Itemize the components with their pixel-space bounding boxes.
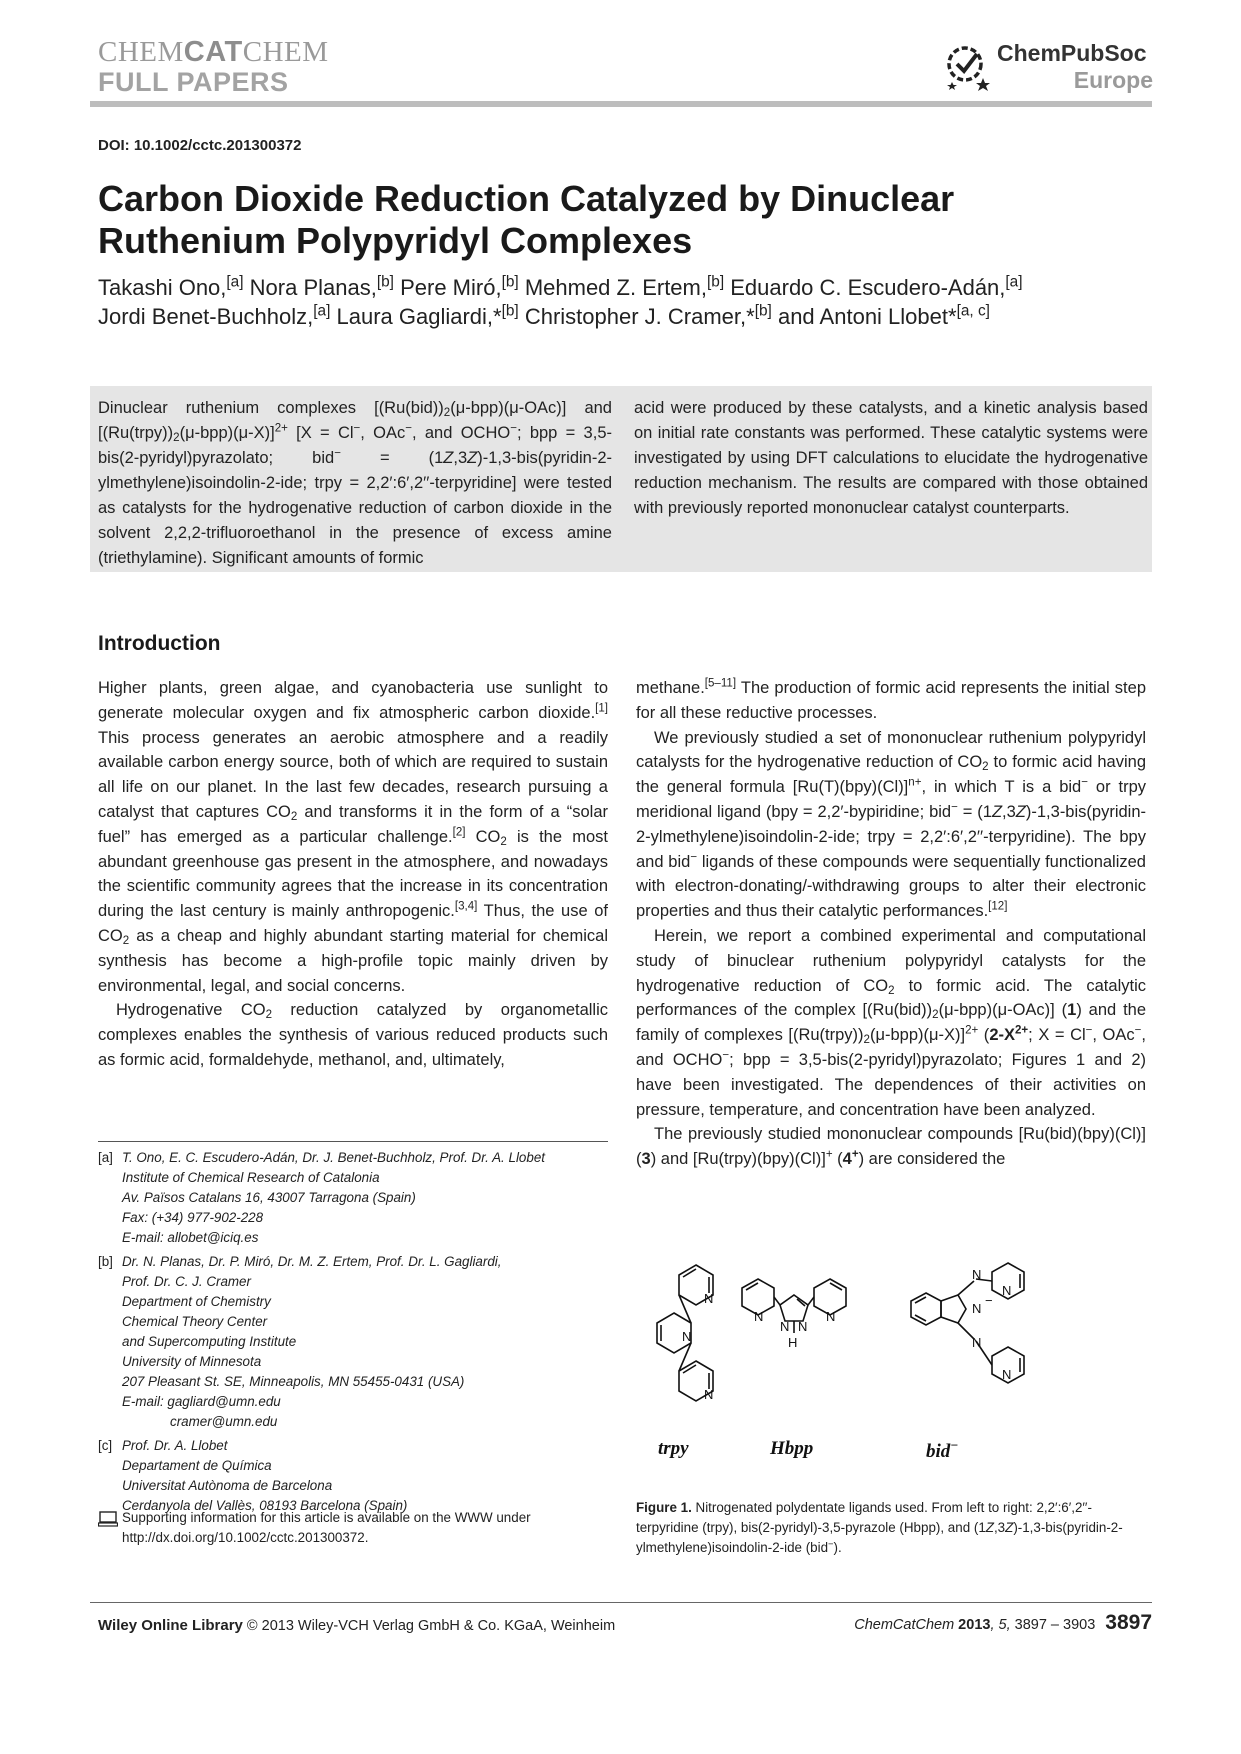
supporting-info-text[interactable]: Supporting information for this article is available on the WWW under http://dx.doi.org/10.1002/cctc.201300372. [122, 1510, 531, 1545]
atom-label: N [972, 1335, 982, 1350]
atom-label: N [704, 1291, 714, 1306]
affiliation-c: [c] Prof. Dr. A. Llobet Departament de Química Universitat Autònoma de Barcelona Cerdanyola del Vallès, 08193 Barcelona (Spain) [98, 1438, 408, 1513]
paragraph: We previously studied a set of mononuclear ruthenium polypyridyl catalysts for the hydrogenative reduction of $CO_2$ to formic acid having the general formula $[Ru(T)(bpy)(Cl)]^{n+}$, in which T is a bid− or trpy meridional ligand (bpy = 2,2′-bypiridine; bid− = (1Z,3Z)-1,3-bis(pyridin-2-ylmethylene)isoindolin-2-ide; trpy = 2,2′:6′,2′′-terpyridine). The bpy and bid− ligands of these compounds were sequentially functionalized with electron-donating/-withdrawing groups to alter their electronic properties and thus their catalytic performances.[12] [636, 728, 1146, 921]
author: Christopher J. Cramer,*[b] [524, 302, 772, 329]
section-heading-introduction: Introduction [98, 632, 221, 655]
wiley-online-library-link[interactable]: Wiley Online Library [98, 1617, 243, 1634]
atom-label: N [1002, 1283, 1012, 1298]
paragraph: methane.[5–11] The production of formic acid represents the initial step for all these reductive processes. [636, 677, 1146, 722]
author-list [98, 273, 1148, 331]
atom-label: N [972, 1267, 982, 1282]
atom-label: N [780, 1319, 790, 1334]
atom-label: − [985, 1293, 993, 1308]
affiliations [98, 1148, 618, 1520]
body-column-left [98, 676, 608, 1073]
paragraph: Herein, we report a combined experimental and computational study of binuclear ruthenium polypyridyl catalysts for the hydrogenative reduction of $CO_2$ to formic acid. The catalytic performances of the complex $[(Ru(bid))_2(\mu-bpp)(\mu-OAc)]$ (1) and the family of complexes $[(Ru(trpy))_2(\mu-bpp)(\mu-X)]^{2+}$ ($2-X^{2+}$; X = Cl−, OAc−, and OCHO−; bpp = 3,5-bis(2-pyridyl)pyrazolato; Figures 1 and 2) have been investigated. The dependences of their activities on pressure, temperature, and concentration have been analyzed. [636, 926, 1147, 1119]
hbpp-structure [742, 1279, 846, 1333]
publisher-name: ChemPubSoc [997, 40, 1147, 66]
header-rule [90, 101, 1152, 107]
email-link[interactable]: E-mail: allobet@iciq.es [122, 1230, 259, 1245]
journal-name: CHEMCATCHEM [98, 36, 329, 68]
footer-citation: ChemCatChem 2013, 5, 3897 – 3903 3897 [854, 1611, 1152, 1634]
chempubsoc-star-icon [943, 38, 995, 96]
body-column-right [636, 676, 1146, 1172]
author: Jordi Benet-Buchholz,[a] [98, 302, 331, 329]
author: Takashi Ono,[a] [98, 273, 244, 300]
publisher-logo [943, 38, 1153, 98]
atom-label: N [798, 1319, 808, 1334]
ligand-label-hbpp: Hbpp [770, 1438, 814, 1459]
author: Eduardo C. Escudero-Adán,[a] [730, 273, 1023, 300]
abstract-left-column: Dinuclear ruthenium complexes $[(Ru(bid))_2(\mu-bpp)(\mu-OAc)]$ and $[(Ru(trpy))_2(\mu-bpp)(\mu-X)]^{2+}$ [X = Cl−, OAc−, and OCHO−; bpp = 3,5-bis(2-pyridyl)pyrazolato; bid− = (1Z,3Z)-1,3-bis(pyridin-2-ylmethylene)isoindolin-2-ide; trpy = 2,2′:6′,2′′-terpyridine] were tested as catalysts for the hydrogenative reduction of carbon dioxide in the solvent 2,2,2-trifluoroethanol in the presence of excess amine (triethylamine). Significant amounts of formic [98, 399, 613, 567]
author: Nora Planas,[b] [249, 273, 394, 300]
figure-1 [636, 1255, 1152, 1485]
email-link[interactable]: cramer@umn.edu [170, 1414, 278, 1429]
doi-link[interactable]: DOI: 10.1002/cctc.201300372 [98, 137, 302, 154]
atom-label: H [788, 1335, 798, 1350]
footer-copyright: Wiley Online Library © 2013 Wiley-VCH Verlag GmbH & Co. KGaA, Weinheim [98, 1617, 616, 1634]
author: and Antoni Llobet*[a, c] [777, 302, 990, 329]
supporting-information [98, 1508, 618, 1547]
figure-caption: Figure 1. Nitrogenated polydentate ligands used. From left to right: 2,2′:6′,2′′-terpyridine (trpy), bis(2-pyridyl)-3,5-pyrazole (Hbpp), and (1Z,3Z)-1,3-bis(pyridin-2-ylmethylene)isoindolin-2-ide (bid−). [636, 1500, 1123, 1555]
footer-rule [90, 1602, 1152, 1603]
abstract-box [90, 386, 1152, 572]
affiliation-b: [b] Dr. N. Planas, Dr. P. Miró, Dr. M. Z. Ertem, Prof. Dr. L. Gagliardi, Prof. Dr. C. J. Cramer Department of Chemistry Chemical Theory Center and Supercomputing Institute University of Minnesota 207 Pleasant St. SE, Minneapolis, MN 55455-0431 (USA) E-mail: gagliard@umn.edu cramer@umn.edu [98, 1252, 618, 1432]
publisher-region: Europe [1073, 67, 1153, 93]
affiliation-a: [a] T. Ono, E. C. Escudero-Adán, Dr. J. Benet-Buchholz, Prof. Dr. A. Llobet Institute of Chemical Research of Catalonia Av. Països Catalans 16, 43007 Tarragona (Spain) Fax: (+34) 977-902-228 E-mail: allobet@iciq.es [98, 1148, 618, 1248]
author: Laura Gagliardi,*[b] [336, 302, 519, 329]
ligand-label-trpy: trpy [658, 1438, 689, 1459]
ligand-structures [636, 1255, 1152, 1485]
title-line-1: Carbon Dioxide Reduction Catalyzed by Dinuclear [98, 178, 955, 219]
page-number: 3897 [1105, 1611, 1152, 1634]
computer-icon [98, 1511, 118, 1527]
abstract-right-column: acid were produced by these catalysts, and a kinetic analysis based on initial rate constants was performed. These catalytic systems were investigated by using DFT calculations to elucidate the hydrogenative reduction mechanism. The results are compared with those obtained with previously reported mononuclear catalyst counterparts. [634, 399, 1148, 517]
ligand-label-bid: bid− [926, 1437, 959, 1462]
paragraph: Hydrogenative $CO_2$ reduction catalyzed by organometallic complexes enables the synthesis of various reduced products such as formic acid, formaldehyde, methanol, and, ultimately, [98, 1001, 609, 1069]
email-link[interactable]: E-mail: gagliard@umn.edu [122, 1394, 281, 1409]
footnote-rule [98, 1141, 608, 1142]
section-label: FULL PAPERS [98, 67, 289, 97]
article-title [98, 178, 1148, 262]
title-line-2: Ruthenium Polypyridyl Complexes [98, 220, 693, 261]
paragraph: The previously studied mononuclear compounds [Ru(bid)(bpy)(Cl)] (3) and [Ru(trpy)(bpy)(Cl)]+ (4+) are considered the [636, 1125, 1146, 1169]
atom-label: N [972, 1301, 982, 1316]
bid-structure [911, 1263, 1024, 1383]
atom-label: N [682, 1329, 692, 1344]
atom-label: N [754, 1309, 764, 1324]
atom-label: N [704, 1387, 714, 1402]
author: Pere Miró,[b] [400, 273, 519, 300]
atom-label: N [1002, 1367, 1012, 1382]
paragraph: Higher plants, green algae, and cyanobacteria use sunlight to generate molecular oxygen and fix atmospheric carbon dioxide.[1] This process generates an aerobic atmosphere and a readily available carbon energy source, both of which are required to sustain all life on our planet. In the last few decades, research pursuing a catalyst that captures $CO_2$ and transforms it in the form of a “solar fuel” has emerged as a particular challenge.[2] $CO_2$ is the most abundant greenhouse gas present in the atmosphere, and nowadays the scientific community agrees that the increase in its concentration during the last century is mainly anthropogenic.[3,4] Thus, the use of $CO_2$ as a cheap and highly abundant starting material for chemical synthesis has become a high-profile topic mainly driven by environmental, legal, and social concerns. [98, 679, 609, 995]
atom-label: N [826, 1309, 836, 1324]
author: Mehmed Z. Ertem,[b] [524, 273, 725, 300]
